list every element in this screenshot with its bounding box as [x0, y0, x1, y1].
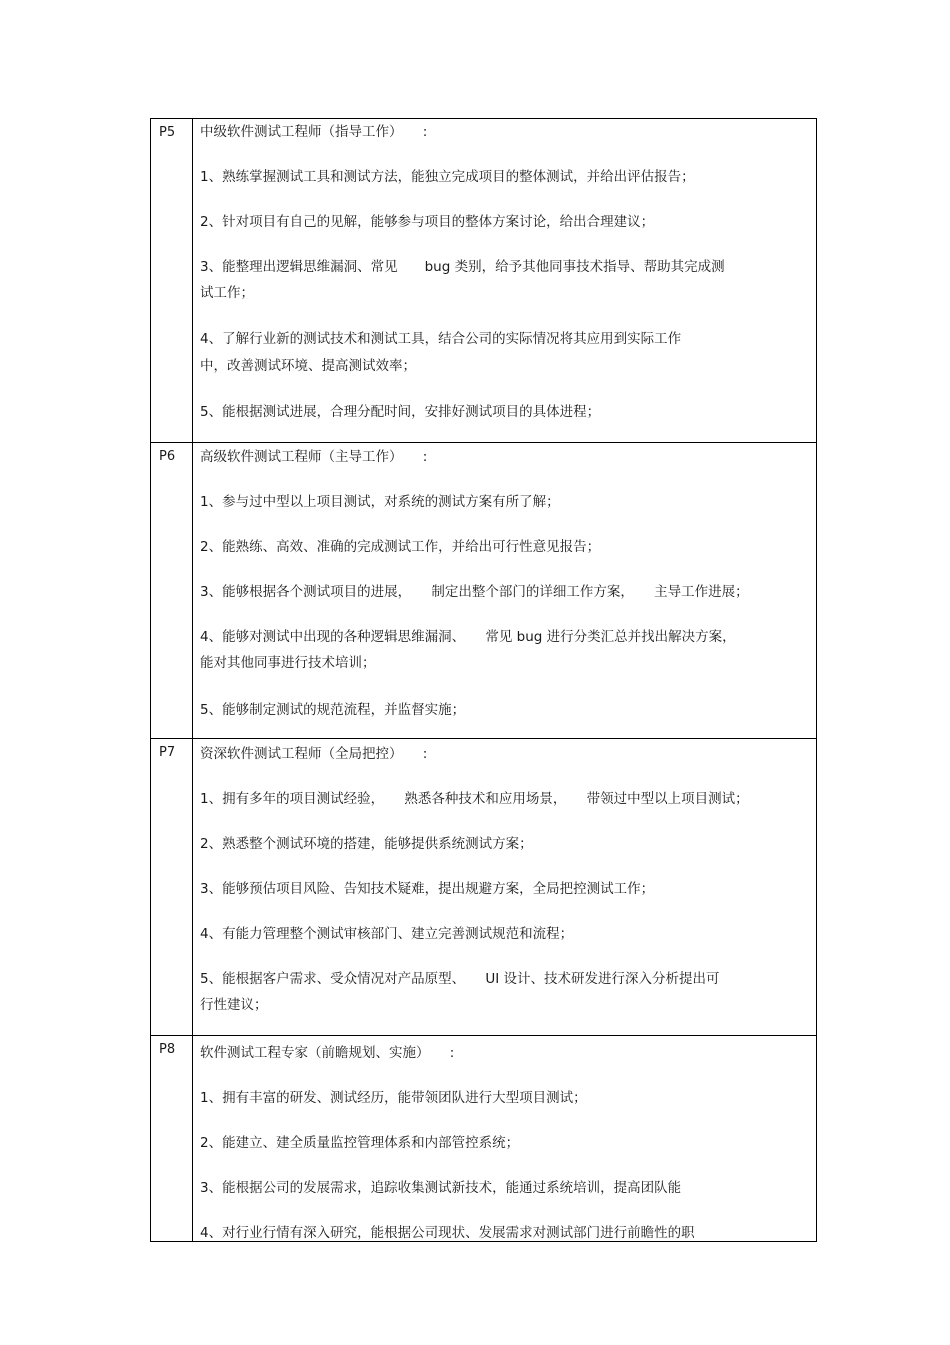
level-label: P6 — [159, 449, 176, 464]
level-label: P7 — [159, 745, 176, 760]
requirement-item: 2、能建立、建全质量监控管理体系和内部管控系统； — [200, 1135, 520, 1151]
requirement-item: 1、参与过中型以上项目测试，对系统的测试方案有所了解； — [200, 494, 560, 510]
requirement-item: 3、能够预估项目风险、告知技术疑难，提出规避方案，全局把控测试工作； — [200, 881, 655, 897]
table-row-p6 — [151, 443, 816, 739]
requirement-item: 1、拥有多年的项目测试经验， 熟悉各种技术和应用场景， 带领过中型以上项目测试； — [200, 791, 749, 807]
requirement-item: 1、拥有丰富的研发、测试经历，能带领团队进行大型项目测试； — [200, 1090, 587, 1106]
requirement-item: 3、能根据公司的发展需求，追踪收集测试新技术，能通过系统培训，提高团队能 — [200, 1180, 682, 1196]
requirement-item-cont: 能对其他同事进行技术培训； — [200, 655, 376, 671]
requirement-item: 3、能整理出逻辑思维漏洞、常见 bug 类别，给予其他同事技术指导、帮助其完成测 — [200, 259, 725, 275]
level-label: P8 — [159, 1042, 176, 1057]
requirement-item: 2、能熟练、高效、准确的完成测试工作，并给出可行性意见报告； — [200, 539, 601, 555]
requirement-item: 4、能够对测试中出现的各种逻辑思维漏洞、 常见 bug 进行分类汇总并找出解决方案， — [200, 629, 736, 645]
table-row-p7 — [151, 739, 816, 1036]
requirement-item: 4、对行业行情有深入研究，能根据公司现状、发展需求对测试部门进行前瞻性的职 — [200, 1225, 695, 1241]
requirement-item: 2、针对项目有自己的见解，能够参与项目的整体方案讨论，给出合理建议； — [200, 214, 655, 230]
career-level-table — [150, 118, 817, 1242]
column-divider — [192, 443, 193, 738]
level-title: 资深软件测试工程师（全局把控） : — [200, 746, 428, 762]
table-row-p5 — [151, 119, 816, 443]
level-title: 高级软件测试工程师（主导工作） : — [200, 449, 428, 465]
column-divider — [192, 119, 193, 442]
level-title: 中级软件测试工程师（指导工作） : — [200, 124, 428, 140]
requirement-item: 5、能根据客户需求、受众情况对产品原型、 UI 设计、技术研发进行深入分析提出可 — [200, 971, 720, 987]
table-row-p8 — [151, 1036, 816, 1242]
column-divider — [192, 739, 193, 1035]
requirement-item-cont: 行性建议； — [200, 997, 268, 1013]
requirement-item: 5、能够制定测试的规范流程，并监督实施； — [200, 702, 466, 718]
requirement-item: 4、有能力管理整个测试审核部门、建立完善测试规范和流程； — [200, 926, 574, 942]
requirement-item-cont: 试工作； — [200, 285, 254, 301]
level-label: P5 — [159, 125, 176, 140]
requirement-item: 5、能根据测试进展，合理分配时间，安排好测试项目的具体进程； — [200, 404, 601, 420]
requirement-item: 1、熟练掌握测试工具和测试方法，能独立完成项目的整体测试，并给出评估报告； — [200, 169, 695, 185]
level-title: 软件测试工程专家（前瞻规划、实施） : — [200, 1045, 455, 1061]
column-divider — [192, 1036, 193, 1241]
requirement-item-cont: 中，改善测试环境、提高测试效率； — [200, 358, 416, 374]
requirement-item: 4、了解行业新的测试技术和测试工具，结合公司的实际情况将其应用到实际工作 — [200, 331, 682, 347]
requirement-item: 2、熟悉整个测试环境的搭建，能够提供系统测试方案； — [200, 836, 533, 852]
requirement-item: 3、能够根据各个测试项目的进展， 制定出整个部门的详细工作方案， 主导工作进展； — [200, 584, 749, 600]
